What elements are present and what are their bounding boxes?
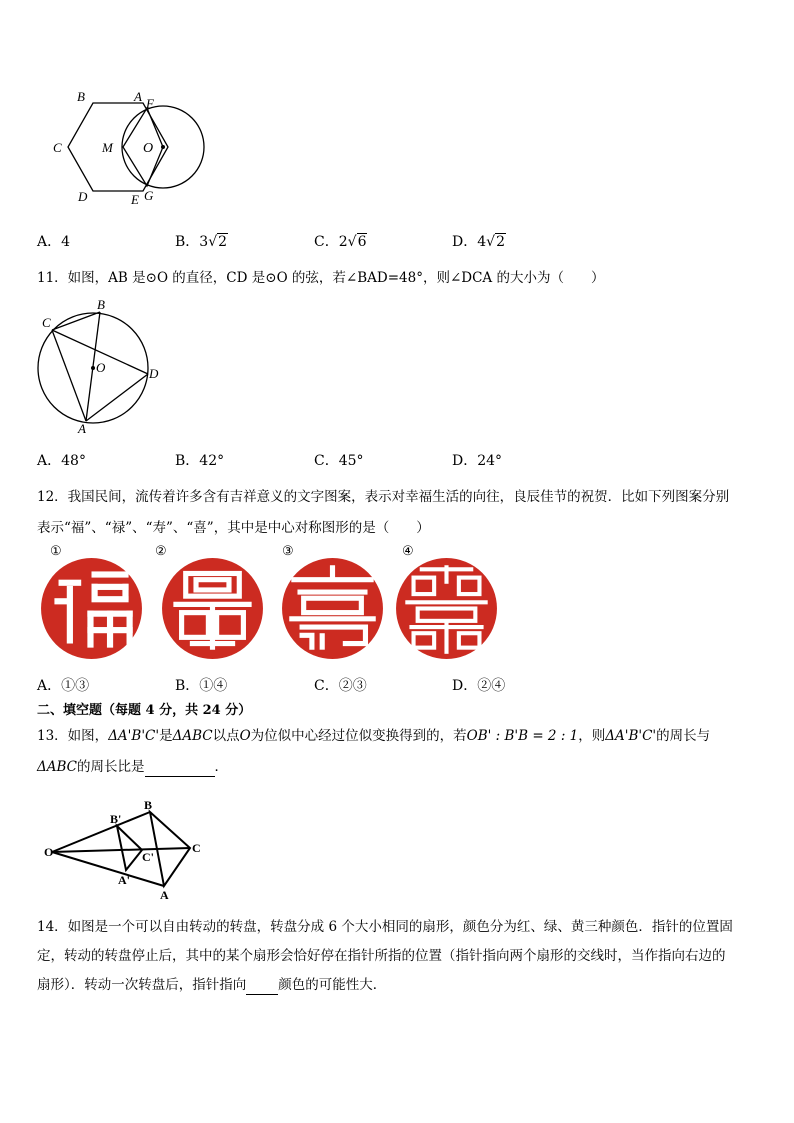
label-c-prime: C' xyxy=(142,850,154,864)
option-value: 4 xyxy=(61,234,71,250)
q12-option-c xyxy=(314,677,367,695)
label-d: D xyxy=(78,189,88,204)
q13-text: 的周长比是 xyxy=(77,759,145,775)
q14-text: 颜色的可能性大． xyxy=(278,977,387,993)
q12-line2: 表示“福”、“禄”、“寿”、“喜”，其中是中心对称图形的是（ ） xyxy=(37,520,430,536)
label-a: A xyxy=(160,888,169,902)
option-letter: C． xyxy=(314,678,339,694)
label-c: C xyxy=(192,841,201,855)
option-value: ②④ xyxy=(477,678,506,694)
q13-text: 以点 xyxy=(212,728,240,744)
emblem-shou xyxy=(281,557,384,660)
q11-option-b xyxy=(175,452,224,470)
option-letter: D． xyxy=(452,678,478,694)
option-radicand: 2 xyxy=(218,234,228,250)
label-b: B xyxy=(97,297,105,312)
emblem-num-4: ④ xyxy=(402,544,414,559)
section-title: 二、填空题（每题 4 分，共 24 分） xyxy=(37,703,252,718)
q12-line1: 12．我国民间，流传着许多含有吉祥意义的文字图案，表示对幸福生活的向往，良辰佳节的祝贺．比如下列图案分别 xyxy=(37,489,730,505)
option-letter: B． xyxy=(175,234,200,250)
emblem-num-2: ② xyxy=(155,544,167,559)
center-dot xyxy=(161,145,165,149)
q10-option-c xyxy=(314,233,367,251)
q11-option-d xyxy=(452,452,502,470)
option-value: ①④ xyxy=(199,678,228,694)
label-o: O xyxy=(96,360,106,375)
q12-option-a xyxy=(37,677,89,695)
answer-blank[interactable] xyxy=(145,760,215,777)
q11-figure xyxy=(30,296,165,436)
label-c: C xyxy=(53,140,62,155)
option-letter: C． xyxy=(314,234,339,250)
line-ob xyxy=(52,812,150,852)
label-b-prime: B' xyxy=(110,812,122,826)
option-value: 48° xyxy=(61,453,86,469)
label-b: B xyxy=(77,89,85,104)
sqrt-sign: √ xyxy=(347,234,357,250)
option-radicand: 6 xyxy=(357,234,367,250)
label-m: M xyxy=(102,140,113,155)
option-letter: A． xyxy=(37,234,62,250)
emblem-num-3: ③ xyxy=(282,544,294,559)
q13-figure xyxy=(40,796,215,906)
q13-triangle: ΔABC xyxy=(172,728,213,744)
label-d: D xyxy=(149,366,159,381)
q14-line1: 14．如图是一个可以自由转动的转盘，转盘分成 6 个大小相同的扇形，颜色分为红、绿、黄三种颜色．指针的位置固 xyxy=(37,919,733,935)
q11-text: 11．如图，AB 是⊙O 的直径，CD 是⊙O 的弦，若∠BAD=48°，则∠DCA 的大小为（ ） xyxy=(37,270,605,286)
label-f: F xyxy=(146,96,154,111)
q10-option-a xyxy=(37,233,70,251)
q13-text: ． xyxy=(214,759,228,775)
emblem-num-1: ① xyxy=(50,544,62,559)
sqrt-sign: √ xyxy=(208,234,218,250)
option-letter: A． xyxy=(37,453,62,469)
q12-option-d xyxy=(452,677,505,695)
option-value: 24° xyxy=(477,453,503,469)
q13-text: 是 xyxy=(159,728,173,744)
label-b: B xyxy=(144,798,153,812)
label-a: A xyxy=(78,421,86,436)
option-value: 45° xyxy=(338,453,364,469)
option-coef: 4 xyxy=(477,234,487,250)
label-o: O xyxy=(44,845,54,859)
q10-figure xyxy=(45,88,215,208)
q13-text: 为位似中心经过位似变换得到的，若 xyxy=(250,728,467,744)
q10-option-b xyxy=(175,233,228,251)
q13-triangle: ΔA'B'C' xyxy=(605,728,657,744)
q11-option-c xyxy=(314,452,364,470)
emblem-xi xyxy=(395,557,498,660)
chord-cb xyxy=(52,312,100,330)
option-radicand: 2 xyxy=(496,234,505,250)
q12-option-b xyxy=(175,677,227,695)
q13-triangle: ΔA'B'C' xyxy=(108,728,160,744)
q13-line2 xyxy=(37,757,228,777)
label-o: O xyxy=(143,141,154,156)
emblem-fu xyxy=(40,557,143,660)
label-a: A xyxy=(134,89,142,104)
q13-point: O xyxy=(239,728,251,744)
option-letter: B． xyxy=(175,453,200,469)
option-letter: A． xyxy=(37,678,62,694)
emblem-lu xyxy=(161,557,264,660)
triangle-a1b1c1 xyxy=(117,826,142,870)
q13-ratio: OB' : B'B = 2 : 1 xyxy=(466,728,579,744)
q13-text: ，则 xyxy=(578,728,606,744)
sqrt-sign: √ xyxy=(486,234,496,250)
label-e: E xyxy=(131,192,139,207)
q13-text: 13．如图， xyxy=(37,728,109,744)
q10-option-d xyxy=(452,233,506,251)
label-a-prime: A' xyxy=(118,873,130,887)
q11-option-a xyxy=(37,452,86,470)
option-value: ②③ xyxy=(338,678,367,694)
q13-triangle: ΔABC xyxy=(37,759,77,775)
label-c: C xyxy=(42,315,51,330)
q14-line3 xyxy=(37,975,386,995)
option-value: ①③ xyxy=(61,678,90,694)
option-value: 42° xyxy=(199,453,225,469)
option-coef: 2 xyxy=(338,234,348,250)
answer-blank[interactable] xyxy=(246,978,278,995)
q13-line1 xyxy=(37,726,710,746)
option-coef: 3 xyxy=(199,234,209,250)
q14-text: 扇形）．转动一次转盘后，指针指向 xyxy=(37,977,247,993)
option-letter: D． xyxy=(452,453,478,469)
q13-text: 的周长与 xyxy=(656,728,711,744)
label-g: G xyxy=(144,188,154,203)
option-letter: B． xyxy=(175,678,200,694)
center-dot xyxy=(91,366,95,370)
q14-line2: 定，转动的转盘停止后，其中的某个扇形会恰好停在指针所指的位置（指针指向两个扇形的交线时，当作指向右边的 xyxy=(37,948,726,964)
option-letter: C． xyxy=(314,453,339,469)
option-letter: D． xyxy=(452,234,478,250)
